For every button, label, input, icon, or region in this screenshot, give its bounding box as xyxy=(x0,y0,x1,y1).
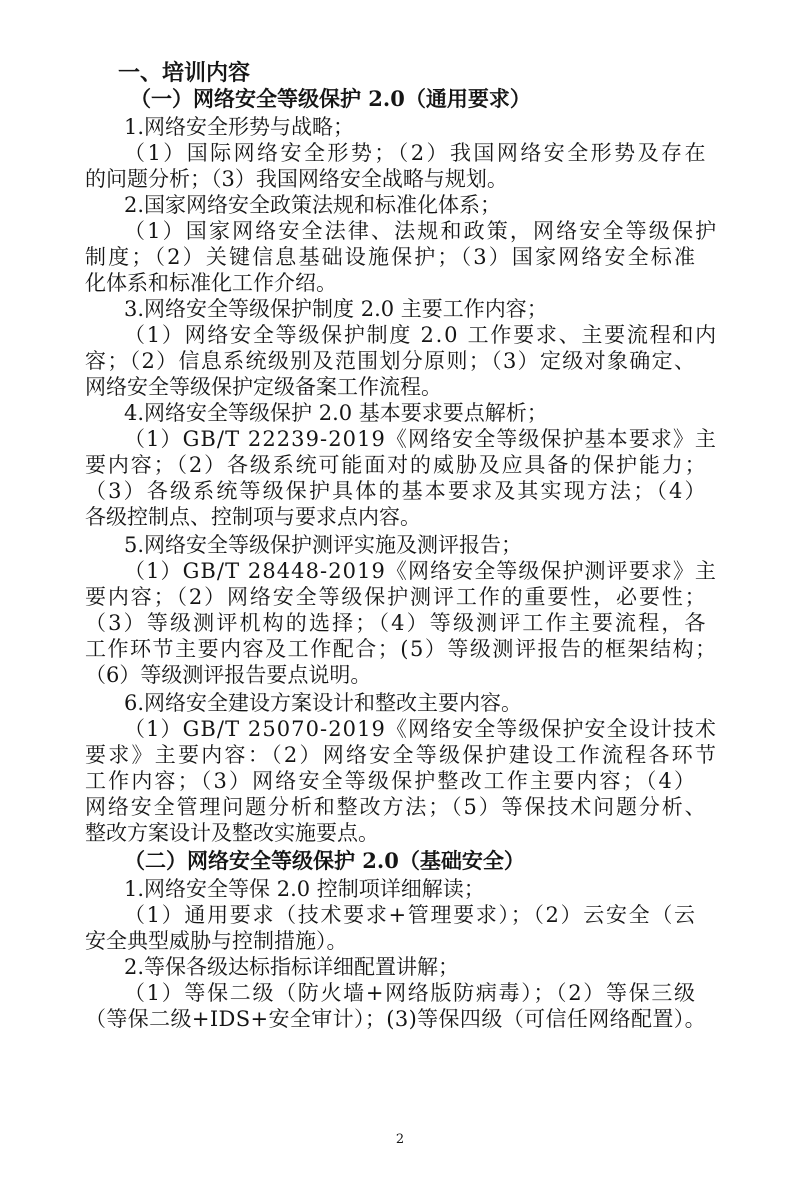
paragraph-line: （1）GB/T 28448-2019《网络安全等级保护测评要求》主 xyxy=(124,559,717,583)
paragraph-line: （1）国家网络安全法律、法规和政策，网络安全等级保护 xyxy=(124,219,719,243)
paragraph-line: 3.网络安全等级保护制度 2.0 主要工作内容； xyxy=(124,297,548,321)
paragraph-line: （1）GB/T 22239-2019《网络安全等级保护基本要求》主 xyxy=(124,427,717,451)
paragraph-line: 制度；（2）关键信息基础设施保护；（3）国家网络安全标准 xyxy=(85,245,698,269)
paragraph-line: 要内容；（2）各级系统可能面对的威胁及应具备的保护能力； xyxy=(85,453,708,477)
paragraph-line: 6.网络安全建设方案设计和整改主要内容。 xyxy=(124,691,523,715)
paragraph-line: 容；（2）信息系统级别及范围划分原则；（3）定级对象确定、 xyxy=(85,349,697,373)
paragraph-line: （等保二级+IDS+安全审计）；(3)等保四级（可信任网络配置）。 xyxy=(85,1007,706,1031)
paragraph-line: 1.网络安全形势与战略； xyxy=(124,115,355,139)
paragraph-line: （1）通用要求（技术要求+管理要求）；（2）云安全（云 xyxy=(124,903,697,927)
paragraph-line: （1）GB/T 25070-2019《网络安全等级保护安全设计技术 xyxy=(124,717,717,741)
paragraph-line: （6）等级测评报告要点说明。 xyxy=(85,663,372,687)
paragraph-line: 的问题分析；（3）我国网络安全战略与规划。 xyxy=(85,167,508,191)
subsection-heading: （二）网络安全等级保护 2.0（基础安全） xyxy=(124,848,525,873)
paragraph-line: 2.等保各级达标指标详细配置讲解； xyxy=(124,955,460,979)
paragraph-line: 工作环节主要内容及工作配合；(5）等级测评报告的框架结构； xyxy=(85,637,718,661)
subsection-heading: （一）网络安全等级保护 2.0（通用要求） xyxy=(130,86,531,111)
page-number: 2 xyxy=(395,1132,405,1147)
paragraph-line: 要求》主要内容：（2）网络安全等级保护建设工作流程各环节 xyxy=(85,743,719,767)
paragraph-line: 1.网络安全等保 2.0 控制项详细解读； xyxy=(124,877,485,901)
paragraph-line: 网络安全管理问题分析和整改方法；（5）等保技术问题分析、 xyxy=(85,795,708,819)
paragraph-line: （3）各级系统等级保护具体的基本要求及其实现方法；（4） xyxy=(85,479,708,503)
paragraph-line: 要内容；（2）网络安全等级保护测评工作的重要性，必要性； xyxy=(85,585,708,609)
paragraph-line: （1）等保二级（防火墙+网络版防病毒）；（2）等保三级 xyxy=(124,981,697,1005)
paragraph-line: 工作内容；（3）网络安全等级保护整改工作主要内容；（4） xyxy=(85,769,698,793)
paragraph-line: 5.网络安全等级保护测评实施及测评报告； xyxy=(124,533,523,557)
paragraph-line: （1）国际网络安全形势；（2）我国网络安全形势及存在 xyxy=(124,141,708,165)
section-heading: 一、培训内容 xyxy=(118,60,251,86)
paragraph-line: 4.网络安全等级保护 2.0 基本要求要点解析； xyxy=(124,401,548,425)
paragraph-line: 安全典型威胁与控制措施）。 xyxy=(85,929,348,953)
paragraph-line: 化体系和标准化工作介绍。 xyxy=(85,271,337,295)
paragraph-line: 各级控制点、控制项与要求点内容。 xyxy=(85,505,421,529)
paragraph-line: （3）等级测评机构的选择；（4）等级测评工作主要流程，各 xyxy=(85,611,708,635)
paragraph-line: （1）网络安全等级保护制度 2.0 工作要求、主要流程和内 xyxy=(124,323,718,347)
paragraph-line: 整改方案设计及整改实施要点。 xyxy=(85,821,379,845)
paragraph-line: 网络安全等级保护定级备案工作流程。 xyxy=(85,375,442,399)
paragraph-line: 2.国家网络安全政策法规和标准化体系； xyxy=(124,193,502,217)
